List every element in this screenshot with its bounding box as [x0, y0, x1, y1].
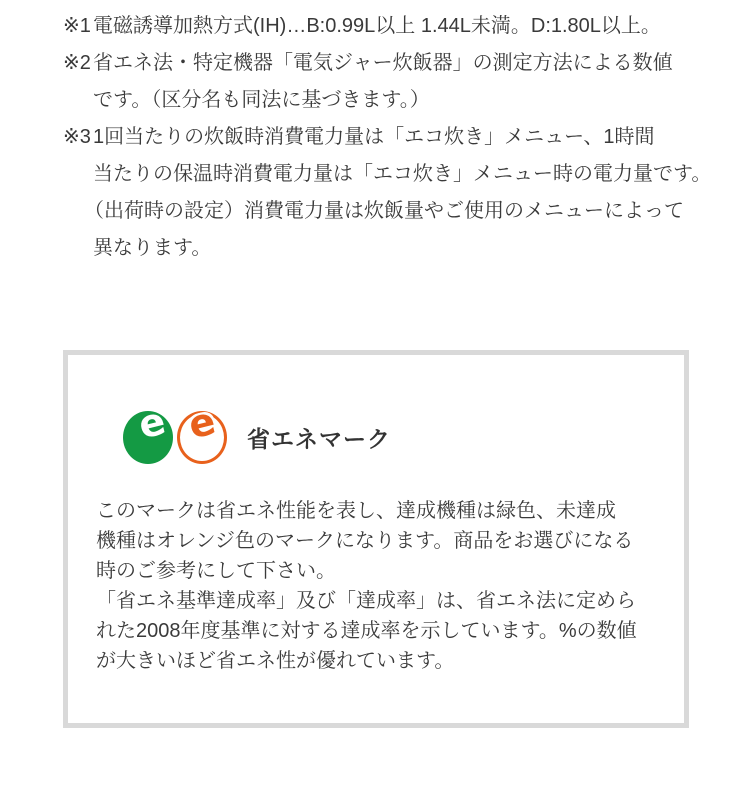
- footnote-3-text-line4: 異なります。: [93, 237, 212, 259]
- footnote-2-marker: ※2: [63, 52, 91, 74]
- footnotes: [63, 8, 723, 267]
- description-line-1: このマークは省エネ性能を表し、達成機種は緑色、未達成: [96, 500, 616, 522]
- footnote-1-text: 電磁誘導加熱方式(IH)…B:0.99L以上 1.44L未満。D:1.80L以上。: [93, 15, 661, 37]
- green-energy-saving-mark-icon: [123, 398, 173, 464]
- footnote-1: [63, 8, 723, 45]
- footnote-3-text-line1: 1回当たりの炊飯時消費電力量は「エコ炊き」メニュー、1時間: [93, 126, 655, 148]
- energy-saving-mark-title: 省エネマーク: [247, 426, 391, 452]
- green-mark-letter: e: [134, 398, 170, 448]
- description-line-2: 機種はオレンジ色のマークになります。商品をお選びになる: [96, 530, 634, 552]
- description-line-5: れた2008年度基準に対する達成率を示しています。%の数値: [96, 620, 637, 642]
- energy-saving-mark-description: [96, 496, 637, 676]
- description-line-3: 時のご参考にして下さい。: [96, 560, 336, 582]
- orange-mark-letter: e: [184, 398, 220, 448]
- footnote-3-marker: ※3: [63, 126, 91, 148]
- orange-energy-saving-mark-icon: [177, 398, 227, 464]
- energy-saving-mark-header: [123, 398, 391, 464]
- footnote-3-text-line2: 当たりの保温時消費電力量は「エコ炊き」メニュー時の電力量です。: [93, 163, 712, 185]
- footnote-2-text-line1: 省エネ法・特定機器「電気ジャー炊飯器」の測定方法による数値: [93, 52, 673, 74]
- footnote-2-text-line2: です。（区分名も同法に基づきます。）: [93, 89, 430, 111]
- description-line-6: が大きいほど省エネ性が優れています。: [96, 650, 455, 672]
- footnote-2: [63, 45, 723, 82]
- footnote-3: [63, 119, 723, 156]
- energy-saving-mark-box: [63, 350, 689, 728]
- description-line-4: 「省エネ基準達成率」及び「達成率」は、省エネ法に定めら: [96, 590, 636, 612]
- footnote-3-text-line3: （出荷時の設定）消費電力量は炊飯量やご使用のメニューによって: [84, 200, 684, 222]
- footnote-1-marker: ※1: [63, 15, 91, 37]
